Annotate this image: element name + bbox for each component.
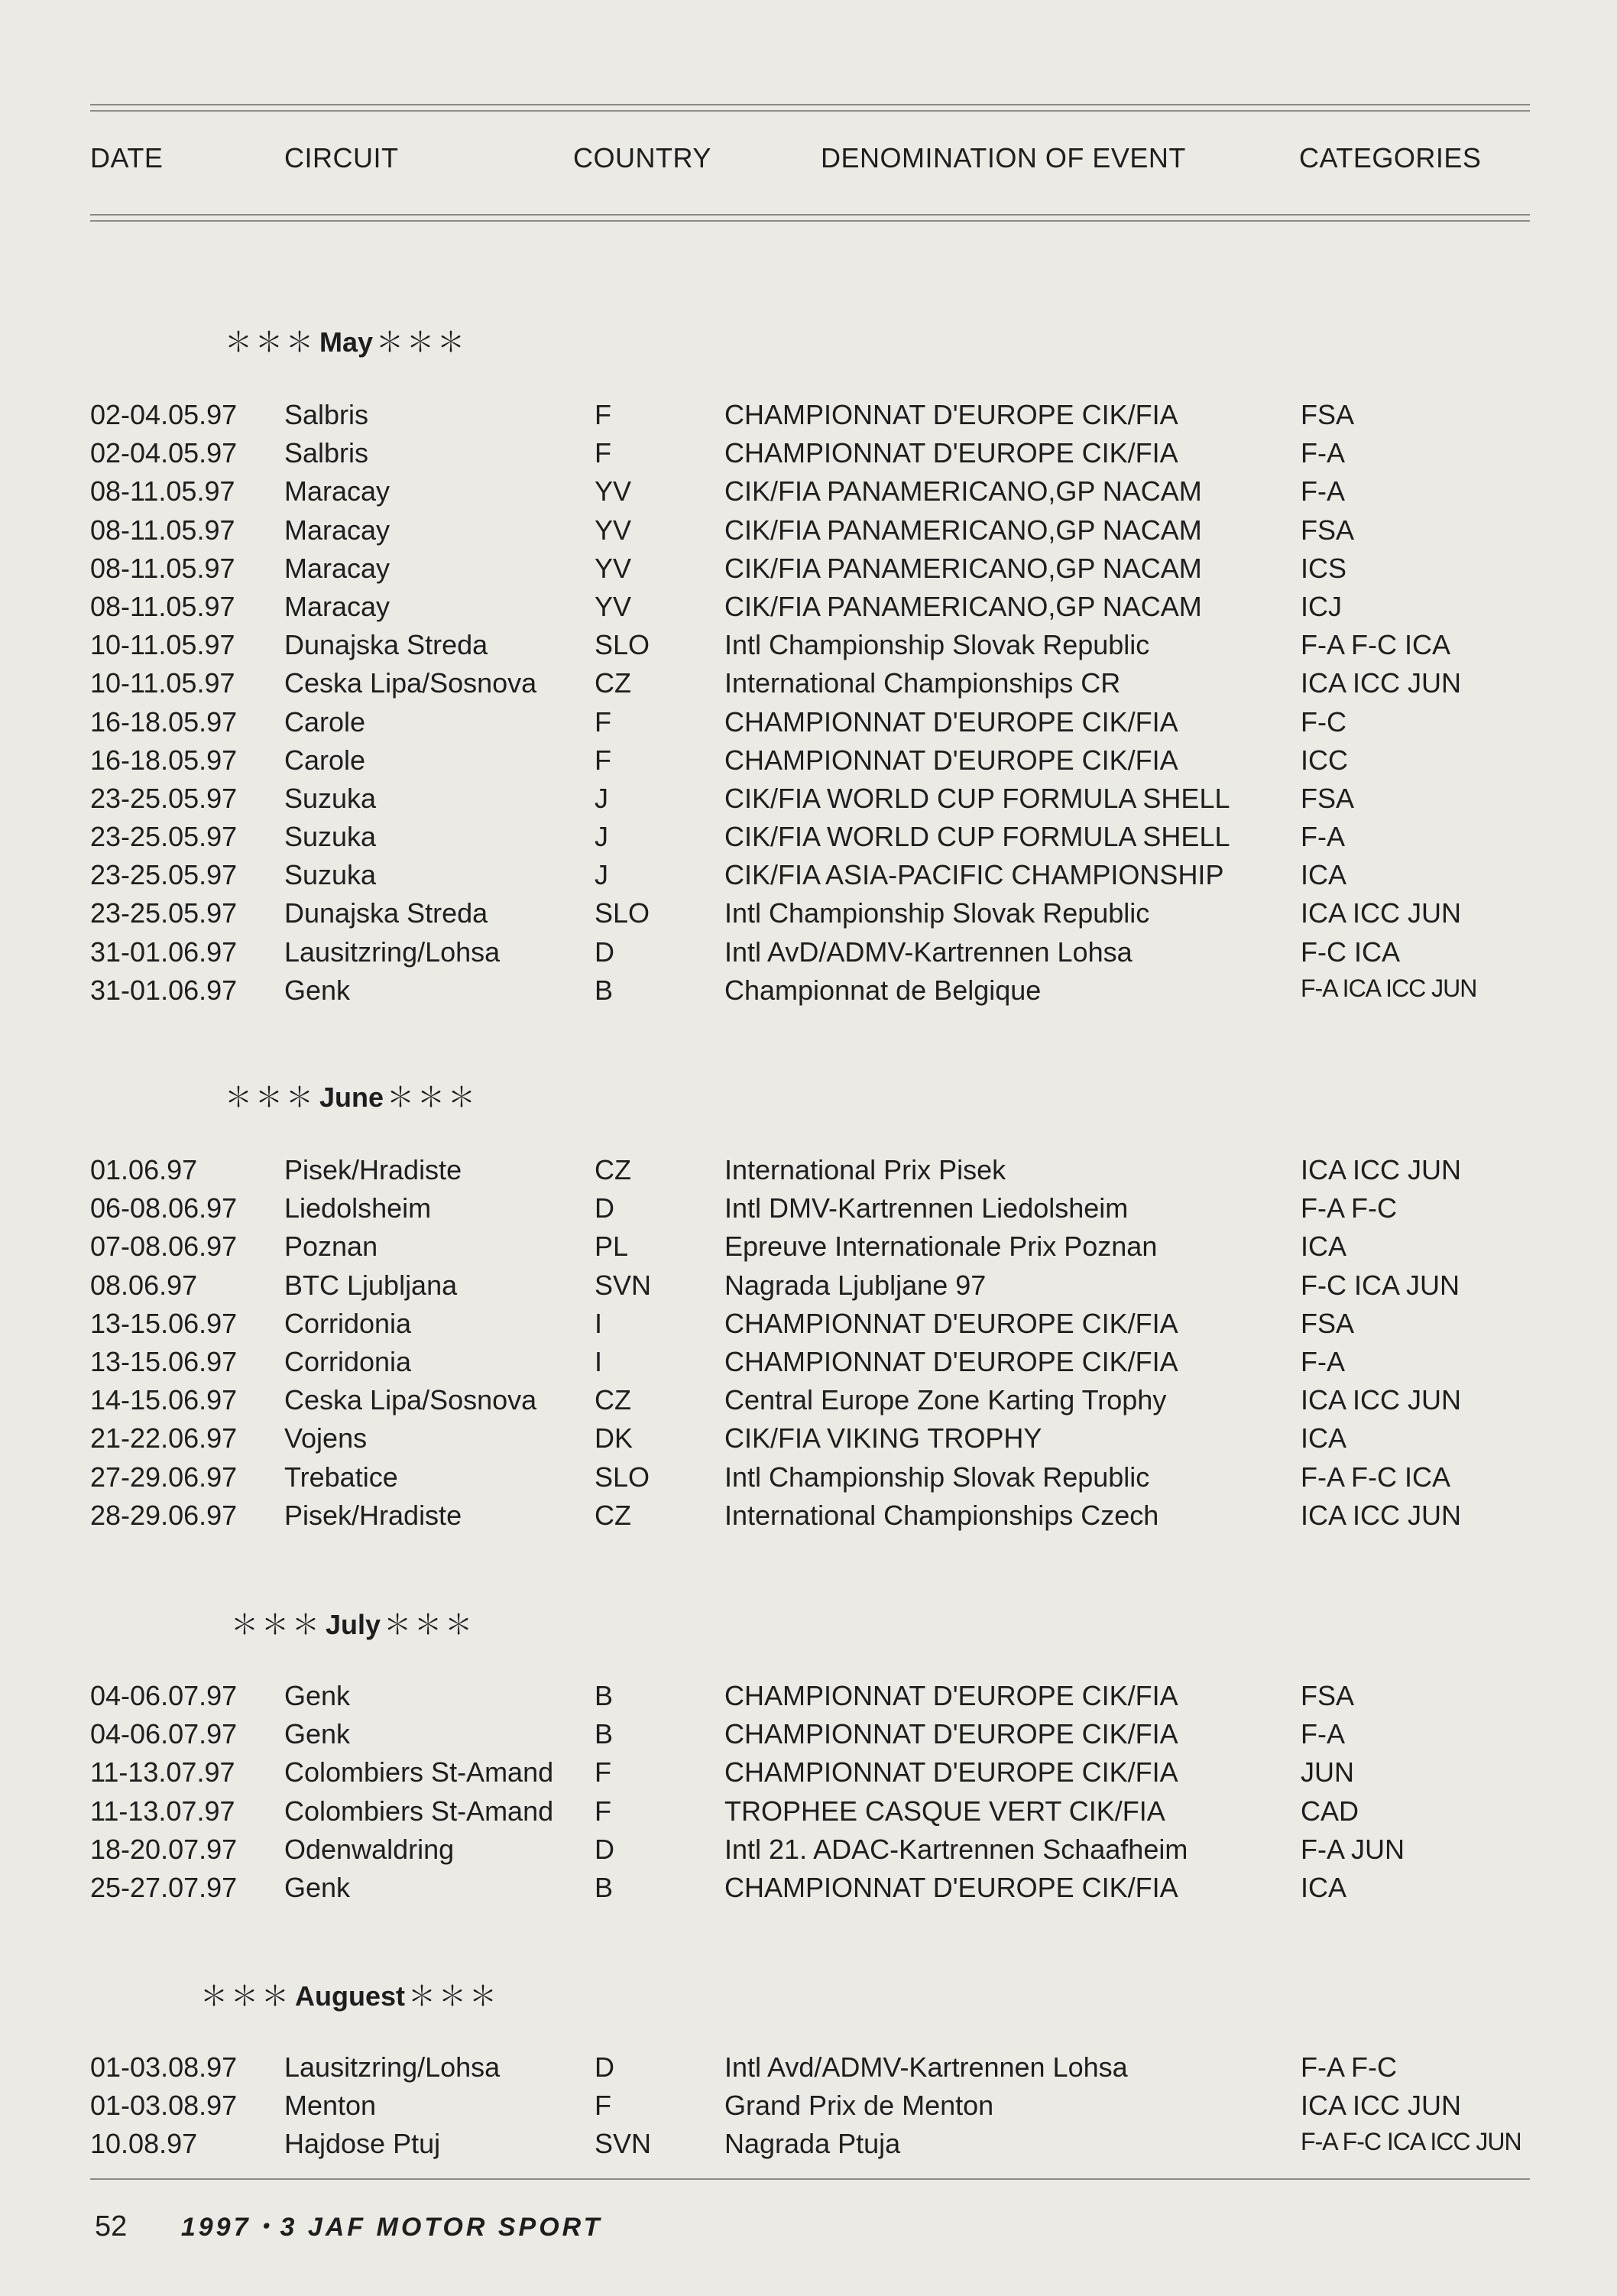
event-date: 04-06.07.97: [90, 1718, 238, 1750]
event-categories: F-A F-C: [1301, 1192, 1397, 1224]
table-row: [0, 1192, 1617, 1231]
event-country: PL: [595, 1231, 629, 1263]
event-country: YV: [595, 475, 632, 508]
event-denomination: Intl Championship Slovak Republic: [724, 629, 1150, 661]
event-date: 28-29.06.97: [90, 1499, 238, 1531]
event-country: CZ: [595, 1499, 631, 1531]
event-circuit: Suzuka: [284, 859, 377, 891]
event-denomination: International Prix Pisek: [724, 1154, 1006, 1185]
event-categories: ICA ICC JUN: [1301, 897, 1462, 929]
event-categories: ICC: [1301, 744, 1348, 776]
event-country: J: [595, 782, 608, 814]
event-denomination: CIK/FIA ASIA-PACIFIC CHAMPIONSHIP: [724, 859, 1224, 891]
event-country: SVN: [595, 1269, 652, 1301]
event-country: F: [595, 399, 611, 430]
event-date: 31-01.06.97: [90, 936, 238, 968]
stars-right: ＊＊＊: [408, 1980, 501, 2012]
event-country: D: [595, 1833, 614, 1865]
table-row: [0, 1718, 1617, 1756]
stars-left: ＊＊＊: [200, 1980, 293, 2012]
event-denomination: Intl 21. ADAC-Kartrennen Schaafheim: [724, 1833, 1188, 1865]
table-row: [0, 437, 1617, 475]
event-denomination: CHAMPIONNAT D'EUROPE CIK/FIA: [724, 437, 1178, 469]
event-date: 08-11.05.97: [90, 475, 235, 508]
table-row: [0, 744, 1617, 783]
publication-title: 1997・3 JAF MOTOR SPORT: [180, 2213, 603, 2242]
event-categories: ICA ICC JUN: [1301, 2090, 1462, 2122]
event-country: B: [595, 1718, 614, 1750]
event-country: SLO: [595, 629, 650, 661]
event-circuit: Maracay: [284, 590, 390, 622]
event-denomination: Grand Prix de Menton: [724, 2090, 994, 2122]
event-country: I: [595, 1345, 603, 1377]
event-circuit: Suzuka: [284, 782, 377, 814]
event-denomination: CIK/FIA WORLD CUP FORMULA SHELL: [724, 821, 1230, 853]
event-categories: F-A: [1301, 1345, 1345, 1377]
event-date: 01-03.08.97: [90, 2090, 238, 2122]
event-denomination: International Championships CR: [724, 667, 1121, 699]
event-denomination: CHAMPIONNAT D'EUROPE CIK/FIA: [724, 1871, 1178, 1903]
footer-rule: [90, 2178, 1530, 2180]
table-row: [0, 859, 1617, 897]
event-circuit: Carole: [284, 744, 366, 776]
event-circuit: Odenwaldring: [284, 1833, 455, 1865]
event-country: F: [595, 1795, 611, 1827]
event-country: DK: [595, 1422, 634, 1454]
event-circuit: Colombiers St-Amand: [284, 1795, 554, 1827]
event-date: 10.08.97: [90, 2128, 198, 2160]
month-heading-july: [231, 1604, 475, 1643]
header-rule-inner: [90, 220, 1530, 222]
event-denomination: CIK/FIA VIKING TROPHY: [724, 1422, 1042, 1454]
event-categories: ICA: [1301, 1871, 1347, 1903]
event-country: F: [595, 744, 611, 776]
table-row: [0, 1270, 1617, 1308]
month-heading-may: [225, 321, 468, 360]
event-denomination: CIK/FIA PANAMERICANO,GP NACAM: [724, 590, 1202, 622]
event-categories: ICA: [1301, 1231, 1347, 1263]
event-denomination: CHAMPIONNAT D'EUROPE CIK/FIA: [724, 399, 1178, 430]
event-date: 01.06.97: [90, 1154, 198, 1185]
event-country: YV: [595, 552, 632, 584]
event-country: CZ: [595, 1154, 631, 1185]
table-row: [0, 1384, 1617, 1422]
header-date: DATE: [90, 142, 164, 173]
event-country: J: [595, 821, 608, 853]
event-denomination: Nagrada Ptuja: [724, 2128, 901, 2160]
table-row: [0, 2051, 1617, 2090]
table-row: [0, 399, 1617, 437]
event-denomination: CHAMPIONNAT D'EUROPE CIK/FIA: [724, 1345, 1178, 1377]
table-row: [0, 2128, 1617, 2166]
event-circuit: Corridonia: [284, 1345, 412, 1377]
event-circuit: Genk: [284, 1718, 351, 1750]
event-denomination: CHAMPIONNAT D'EUROPE CIK/FIA: [724, 1680, 1178, 1711]
event-country: B: [595, 1680, 614, 1711]
event-date: 02-04.05.97: [90, 399, 238, 430]
event-denomination: CHAMPIONNAT D'EUROPE CIK/FIA: [724, 1718, 1178, 1750]
event-categories: F-A ICA ICC JUN: [1301, 974, 1477, 1002]
stars-left: ＊＊＊: [231, 1609, 323, 1640]
event-denomination: Championnat de Belgique: [724, 974, 1042, 1006]
event-circuit: Salbris: [284, 437, 369, 469]
event-country: SLO: [595, 897, 650, 929]
event-country: D: [595, 936, 614, 968]
month-rows-june: [0, 1154, 1617, 1538]
event-date: 14-15.06.97: [90, 1384, 238, 1416]
event-categories: ICJ: [1301, 590, 1342, 622]
table-row: [0, 1231, 1617, 1269]
event-denomination: Intl DMV-Kartrennen Liedolsheim: [724, 1192, 1129, 1224]
event-circuit: Hajdose Ptuj: [284, 2128, 441, 2160]
event-denomination: Intl Championship Slovak Republic: [724, 897, 1150, 929]
month-name: Auguest: [295, 1980, 406, 2012]
event-country: B: [595, 974, 614, 1006]
month-name: June: [319, 1082, 384, 1113]
table-row: [0, 975, 1617, 1013]
stars-right: ＊＊＊: [384, 1609, 476, 1640]
event-circuit: Corridonia: [284, 1307, 412, 1339]
event-date: 11-13.07.97: [90, 1756, 235, 1788]
event-categories: ICA ICC JUN: [1301, 1384, 1462, 1416]
event-date: 10-11.05.97: [90, 629, 235, 661]
month-rows-july: [0, 1680, 1617, 1910]
event-date: 04-06.07.97: [90, 1680, 238, 1711]
event-circuit: BTC Ljubljana: [284, 1269, 458, 1301]
table-row: [0, 1795, 1617, 1834]
table-row: [0, 1872, 1617, 1910]
event-denomination: CHAMPIONNAT D'EUROPE CIK/FIA: [724, 1307, 1178, 1339]
event-denomination: CHAMPIONNAT D'EUROPE CIK/FIA: [724, 705, 1178, 738]
event-circuit: Vojens: [284, 1422, 368, 1454]
header-event: DENOMINATION OF EVENT: [821, 142, 1186, 173]
event-date: 13-15.06.97: [90, 1307, 238, 1339]
event-date: 02-04.05.97: [90, 437, 238, 469]
event-circuit: Maracay: [284, 552, 390, 584]
event-date: 01-03.08.97: [90, 2051, 238, 2083]
event-categories: F-A JUN: [1301, 1833, 1405, 1865]
event-country: I: [595, 1307, 603, 1339]
table-row: [0, 783, 1617, 821]
event-circuit: Colombiers St-Amand: [284, 1756, 554, 1788]
event-categories: F-C: [1301, 705, 1346, 738]
month-name: May: [319, 326, 374, 358]
top-rule-inner: [90, 110, 1530, 112]
event-date: 08-11.05.97: [90, 552, 235, 584]
event-denomination: Central Europe Zone Karting Trophy: [724, 1384, 1167, 1416]
page-footer: [95, 2206, 602, 2243]
event-date: 08-11.05.97: [90, 590, 235, 622]
event-denomination: TROPHEE CASQUE VERT CIK/FIA: [724, 1795, 1165, 1827]
event-date: 06-08.06.97: [90, 1192, 238, 1224]
event-denomination: Intl AvD/ADMV-Kartrennen Lohsa: [724, 936, 1133, 968]
header-categories: CATEGORIES: [1299, 142, 1482, 173]
event-date: 31-01.06.97: [90, 974, 238, 1006]
table-row: [0, 1756, 1617, 1795]
table-row: [0, 1834, 1617, 1872]
event-date: 10-11.05.97: [90, 667, 235, 699]
month-rows-may: [0, 399, 1617, 1013]
event-categories: FSA: [1301, 1307, 1355, 1339]
event-categories: F-C ICA JUN: [1301, 1269, 1460, 1301]
event-date: 07-08.06.97: [90, 1231, 238, 1263]
table-row: [0, 1346, 1617, 1384]
event-denomination: International Championships Czech: [724, 1499, 1159, 1531]
event-date: 16-18.05.97: [90, 744, 238, 776]
event-date: 25-27.07.97: [90, 1871, 238, 1903]
event-date: 23-25.05.97: [90, 859, 238, 891]
month-rows-august: [0, 2051, 1617, 2167]
table-row: [0, 629, 1617, 667]
event-date: 08-11.05.97: [90, 514, 235, 546]
stars-right: ＊＊＊: [376, 326, 468, 358]
event-country: F: [595, 437, 611, 469]
event-circuit: Menton: [284, 2090, 377, 2122]
event-country: F: [595, 1756, 611, 1788]
event-categories: ICA: [1301, 1422, 1347, 1454]
table-row: [0, 897, 1617, 936]
header-rule: [90, 214, 1530, 216]
event-country: J: [595, 859, 608, 891]
event-categories: F-A: [1301, 1718, 1345, 1750]
event-country: CZ: [595, 1384, 631, 1416]
month-heading-august: [200, 1975, 500, 2014]
event-categories: F-A F-C ICA: [1301, 1461, 1450, 1493]
event-categories: F-A: [1301, 437, 1345, 469]
top-rule: [90, 104, 1530, 105]
event-denomination: CIK/FIA PANAMERICANO,GP NACAM: [724, 552, 1202, 584]
event-categories: FSA: [1301, 782, 1355, 814]
event-country: F: [595, 2090, 611, 2122]
event-categories: FSA: [1301, 399, 1355, 430]
event-circuit: Genk: [284, 1871, 351, 1903]
event-circuit: Dunajska Streda: [284, 629, 488, 661]
event-categories: ICA ICC JUN: [1301, 667, 1462, 699]
event-country: F: [595, 705, 611, 738]
table-row: [0, 821, 1617, 859]
month-heading-june: [225, 1076, 478, 1115]
table-row: [0, 2090, 1617, 2128]
table-header: [0, 142, 1617, 182]
event-categories: ICA ICC JUN: [1301, 1499, 1462, 1531]
event-country: B: [595, 1871, 614, 1903]
event-denomination: Nagrada Ljubljane 97: [724, 1269, 987, 1301]
event-circuit: Ceska Lipa/Sosnova: [284, 667, 537, 699]
event-circuit: Lausitzring/Lohsa: [284, 936, 501, 968]
event-country: SVN: [595, 2128, 652, 2160]
event-circuit: Salbris: [284, 399, 369, 430]
event-date: 23-25.05.97: [90, 897, 238, 929]
event-denomination: CHAMPIONNAT D'EUROPE CIK/FIA: [724, 1756, 1178, 1788]
event-circuit: Pisek/Hradiste: [284, 1499, 462, 1531]
event-circuit: Maracay: [284, 514, 390, 546]
event-categories: F-A F-C ICA: [1301, 629, 1450, 661]
event-categories: FSA: [1301, 1680, 1355, 1711]
event-denomination: CIK/FIA PANAMERICANO,GP NACAM: [724, 475, 1202, 508]
event-country: CZ: [595, 667, 631, 699]
event-date: 13-15.06.97: [90, 1345, 238, 1377]
table-row: [0, 1680, 1617, 1718]
event-denomination: CHAMPIONNAT D'EUROPE CIK/FIA: [724, 744, 1178, 776]
event-date: 16-18.05.97: [90, 705, 238, 738]
event-categories: JUN: [1301, 1756, 1354, 1788]
event-country: YV: [595, 590, 632, 622]
stars-left: ＊＊＊: [225, 1082, 317, 1113]
table-row: [0, 1461, 1617, 1500]
event-circuit: Lausitzring/Lohsa: [284, 2051, 501, 2083]
event-denomination: Intl Championship Slovak Republic: [724, 1461, 1150, 1493]
event-date: 27-29.06.97: [90, 1461, 238, 1493]
event-denomination: Intl Avd/ADMV-Kartrennen Lohsa: [724, 2051, 1128, 2083]
event-circuit: Trebatice: [284, 1461, 398, 1493]
table-row: [0, 1500, 1617, 1538]
table-row: [0, 1308, 1617, 1346]
header-country: COUNTRY: [573, 142, 711, 173]
month-name: July: [326, 1609, 381, 1640]
event-categories: CAD: [1301, 1795, 1359, 1827]
event-categories: ICA: [1301, 859, 1347, 891]
table-row: [0, 667, 1617, 705]
event-date: 23-25.05.97: [90, 782, 238, 814]
table-row: [0, 475, 1617, 514]
event-country: D: [595, 1192, 614, 1224]
event-date: 11-13.07.97: [90, 1795, 235, 1827]
event-date: 23-25.05.97: [90, 821, 238, 853]
event-categories: F-C ICA: [1301, 936, 1400, 968]
event-circuit: Carole: [284, 705, 366, 738]
table-row: [0, 936, 1617, 975]
stars-left: ＊＊＊: [225, 326, 317, 358]
table-row: [0, 514, 1617, 553]
event-circuit: Pisek/Hradiste: [284, 1154, 462, 1185]
event-denomination: Epreuve Internationale Prix Poznan: [724, 1231, 1158, 1263]
event-circuit: Suzuka: [284, 821, 377, 853]
header-circuit: CIRCUIT: [284, 142, 399, 173]
event-categories: F-A: [1301, 475, 1345, 508]
event-country: YV: [595, 514, 632, 546]
event-date: 08.06.97: [90, 1269, 198, 1301]
event-denomination: CIK/FIA WORLD CUP FORMULA SHELL: [724, 782, 1230, 814]
table-row: [0, 1154, 1617, 1192]
event-categories: F-A F-C ICA ICC JUN: [1301, 2128, 1521, 2156]
event-circuit: Genk: [284, 974, 351, 1006]
event-country: D: [595, 2051, 614, 2083]
event-categories: ICS: [1301, 552, 1347, 584]
event-circuit: Dunajska Streda: [284, 897, 488, 929]
stars-right: ＊＊＊: [387, 1082, 479, 1113]
event-circuit: Maracay: [284, 475, 390, 508]
event-categories: FSA: [1301, 514, 1355, 546]
event-circuit: Poznan: [284, 1231, 378, 1263]
event-categories: ICA ICC JUN: [1301, 1154, 1462, 1185]
event-circuit: Genk: [284, 1680, 351, 1711]
event-denomination: CIK/FIA PANAMERICANO,GP NACAM: [724, 514, 1202, 546]
event-categories: F-A F-C: [1301, 2051, 1397, 2083]
event-categories: F-A: [1301, 821, 1345, 853]
table-row: [0, 553, 1617, 591]
table-row: [0, 706, 1617, 744]
table-row: [0, 591, 1617, 629]
event-date: 18-20.07.97: [90, 1833, 238, 1865]
table-row: [0, 1422, 1617, 1461]
event-circuit: Ceska Lipa/Sosnova: [284, 1384, 537, 1416]
event-date: 21-22.06.97: [90, 1422, 238, 1454]
event-country: SLO: [595, 1461, 650, 1493]
page-number: 52: [95, 2210, 128, 2242]
event-circuit: Liedolsheim: [284, 1192, 432, 1224]
